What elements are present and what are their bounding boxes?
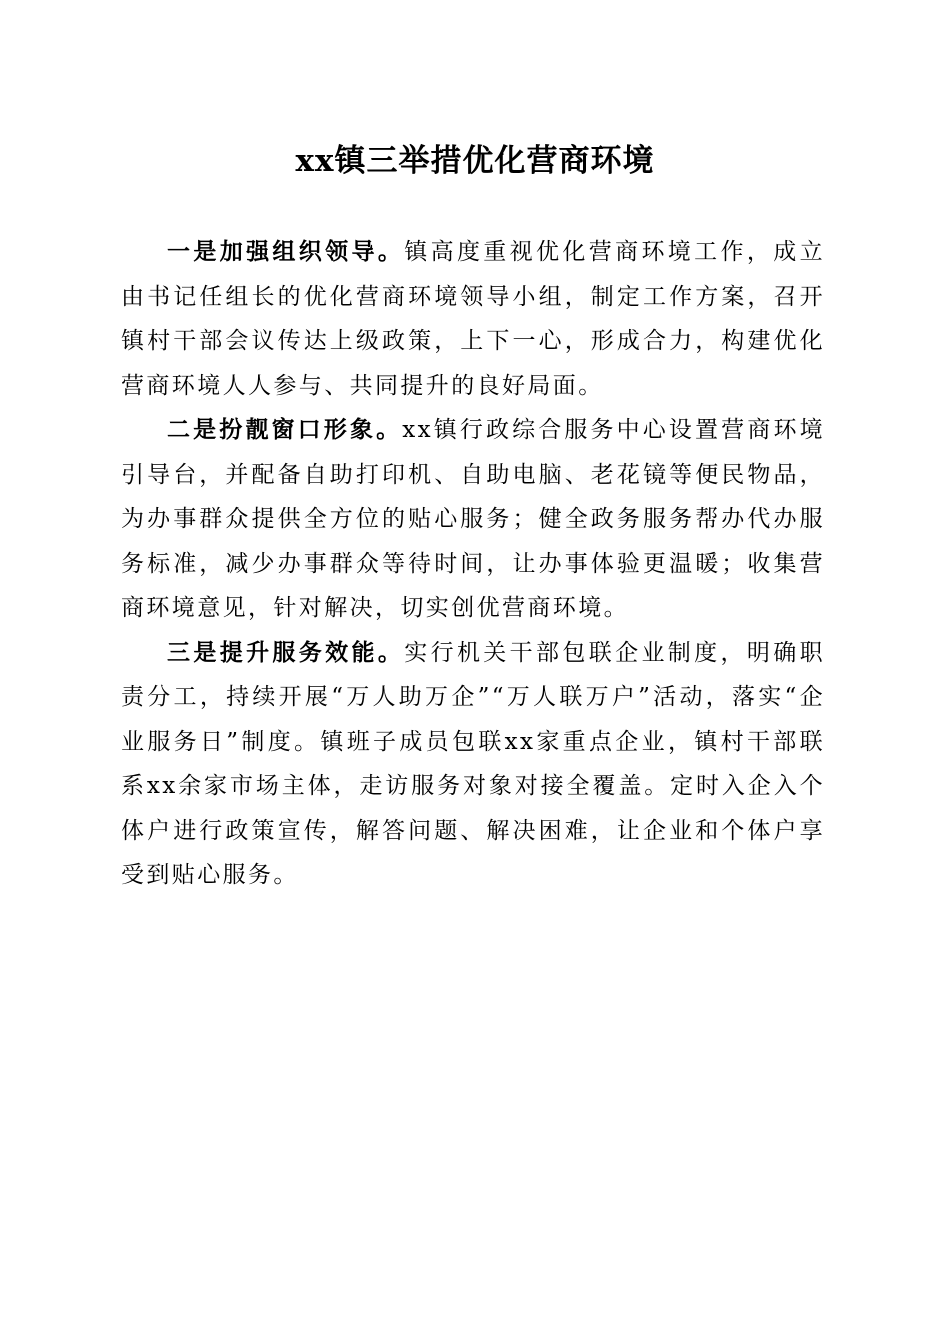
- paragraph-2-lead: 二是扮靓窗口形象。: [167, 416, 403, 443]
- document-body: [121, 230, 825, 898]
- paragraph-1-lead: 一是加强组织领导。: [167, 238, 405, 265]
- paragraph-3-text: 实行机关干部包联企业制度，明确职责分工，持续开展“万人助万企”“万人联万户”活动，落实“企业服务日”制度。镇班子成员包联xx家重点企业，镇村干部联系xx余家市场主体，走访服务对象对接全覆盖。定时入企入个体户进行政策宣传，解答问题、解决困难，让企业和个体户享受到贴心服务。: [121, 639, 825, 888]
- paragraph-2: [121, 408, 825, 631]
- paragraph-1: [121, 230, 825, 408]
- paragraph-2-text: xx镇行政综合服务中心设置营商环境引导台，并配备自助打印机、自助电脑、老花镜等便民物品，为办事群众提供全方位的贴心服务；健全政务服务帮办代办服务标准，减少办事群众等待时间，让办事体验更温暖；收集营商环境意见，针对解决，切实创优营商环境。: [121, 417, 825, 621]
- document-title: xx镇三举措优化营商环境: [295, 143, 655, 179]
- paragraph-1-text: 镇高度重视优化营商环境工作，成立由书记任组长的优化营商环境领导小组，制定工作方案，召开镇村干部会议传达上级政策，上下一心，形成合力，构建优化营商环境人人参与、共同提升的良好局面。: [121, 239, 825, 399]
- paragraph-3: [121, 631, 825, 898]
- paragraph-3-lead: 三是提升服务效能。: [167, 638, 405, 666]
